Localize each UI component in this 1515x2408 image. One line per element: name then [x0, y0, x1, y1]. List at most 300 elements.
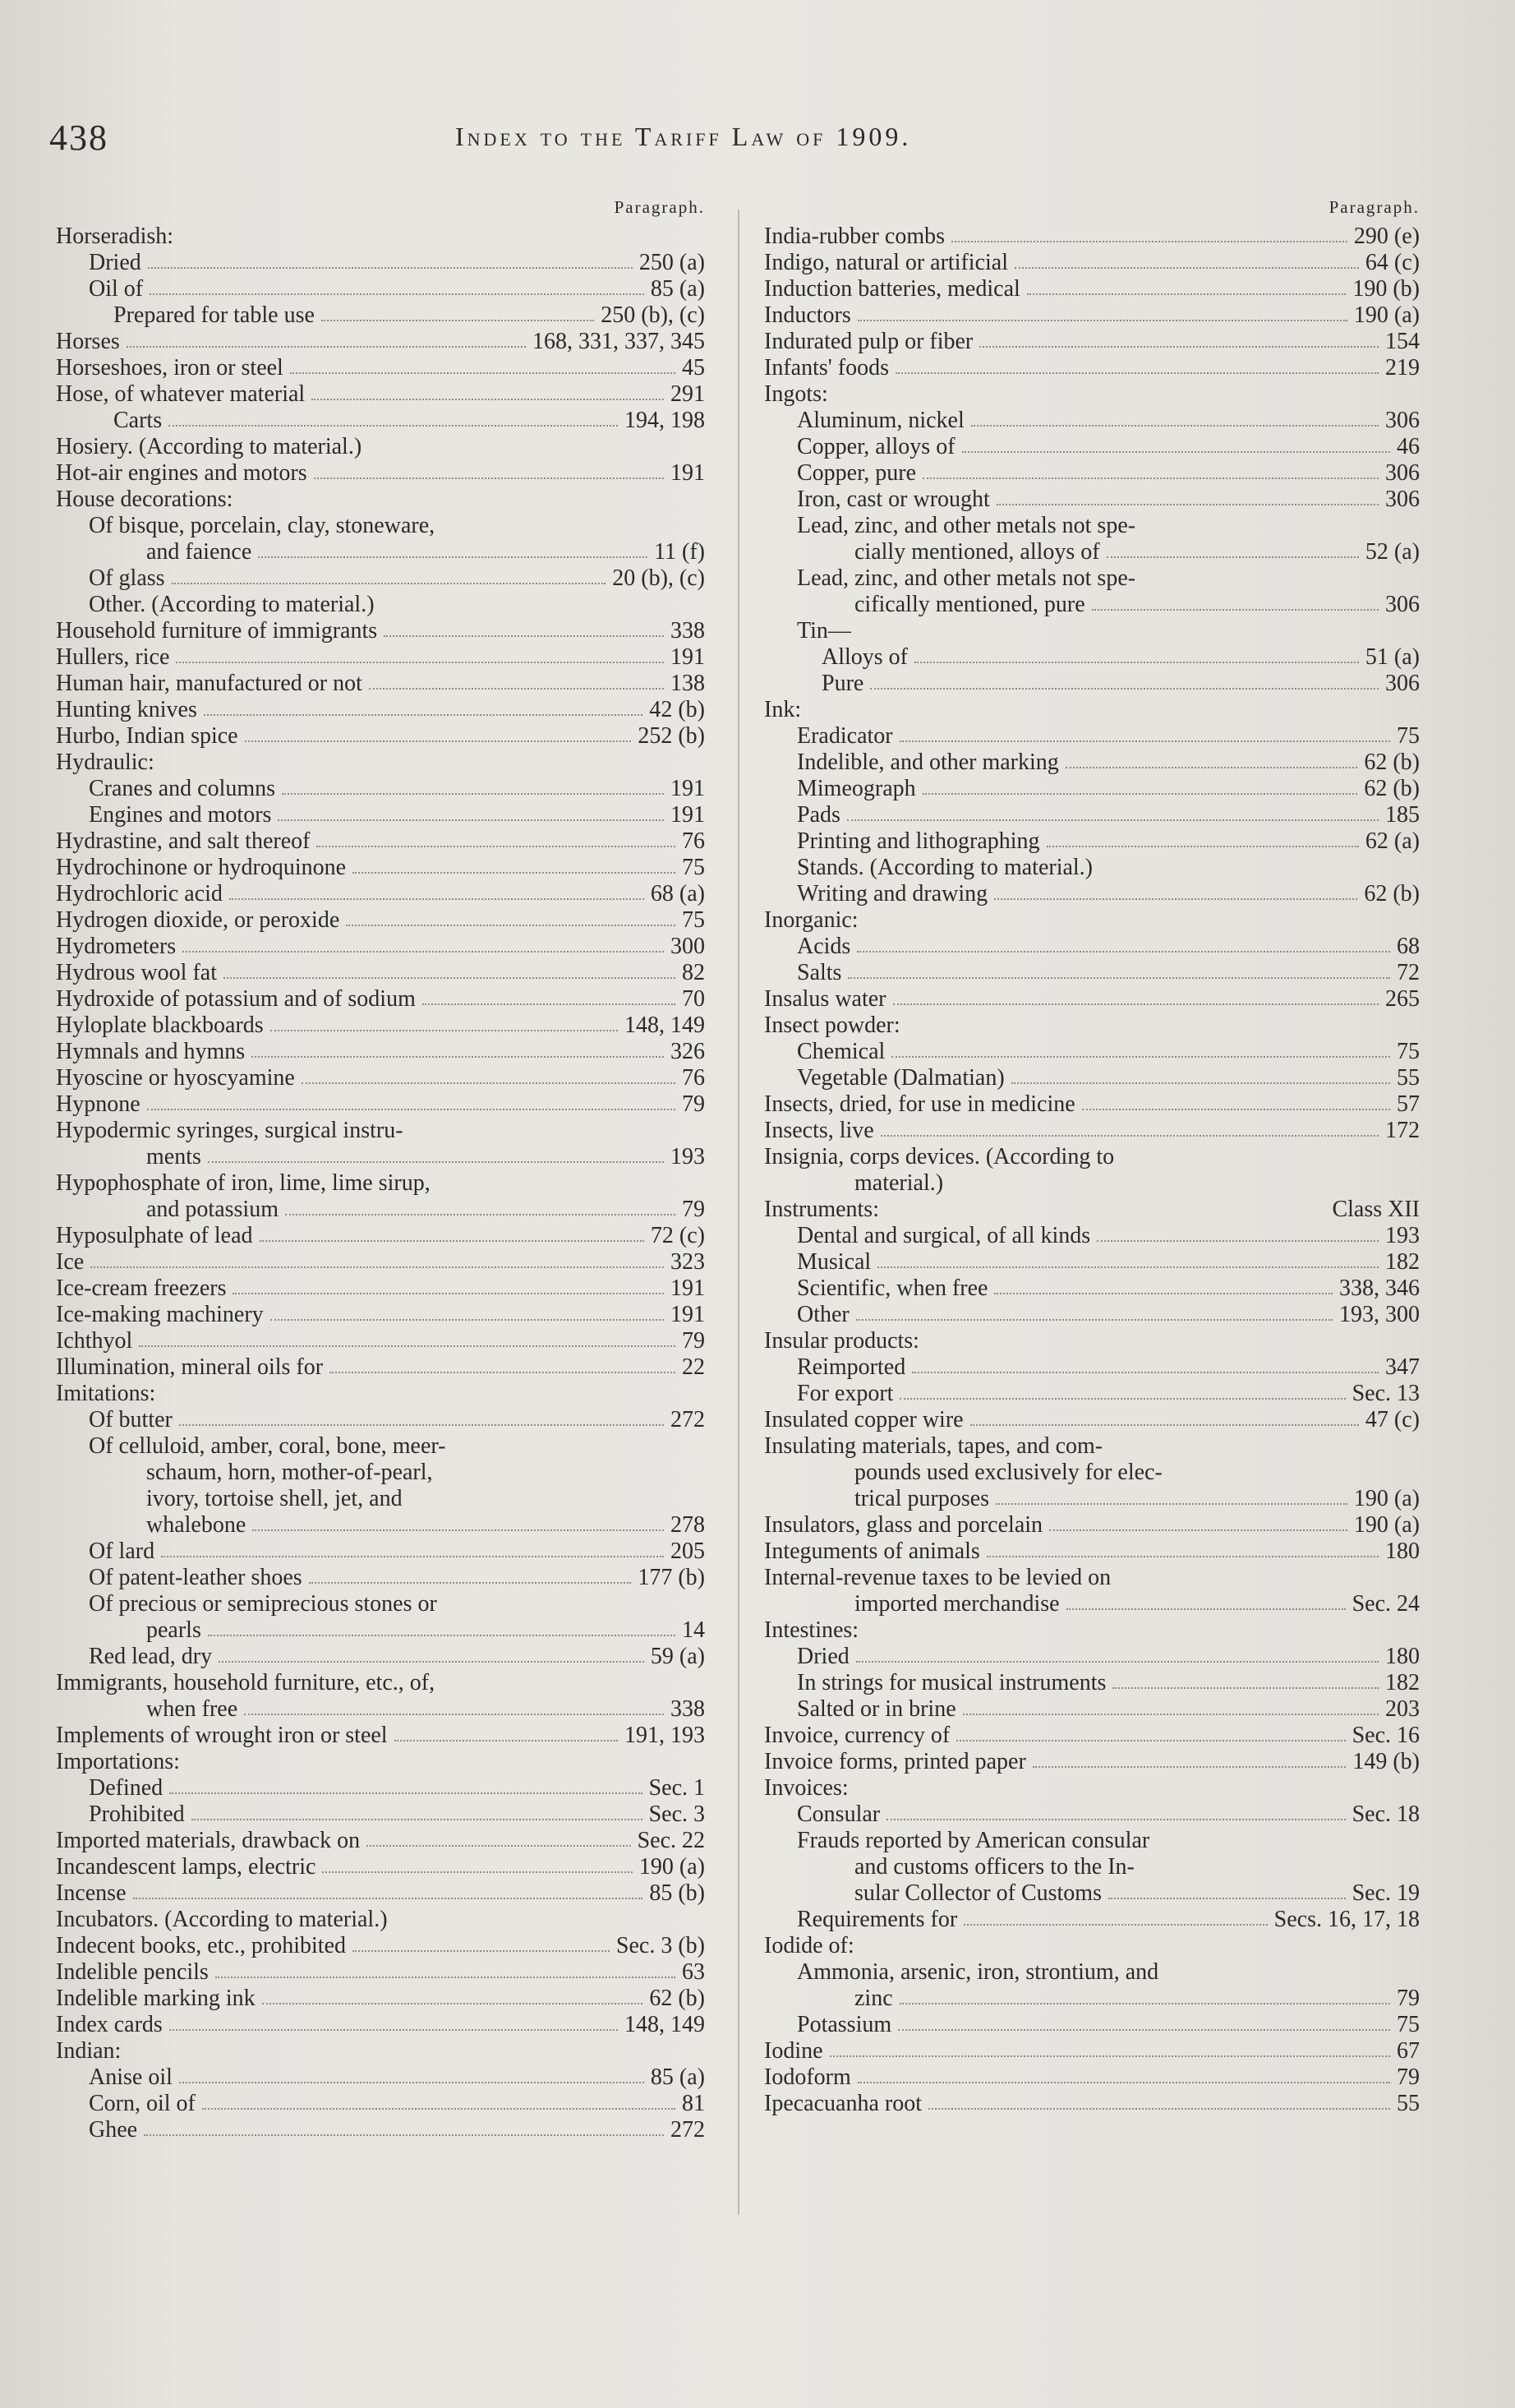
page-header — [49, 117, 1035, 166]
entry-term: sular Collector of Customs — [854, 1880, 1102, 1906]
dot-leader — [90, 1266, 664, 1268]
index-entry — [56, 329, 705, 355]
entry-reference: 190 (a) — [1353, 1512, 1420, 1538]
entry-term: Ink: — [764, 697, 802, 722]
index-heading — [56, 1118, 705, 1144]
entry-term: Hypnone — [56, 1091, 140, 1117]
entry-reference: 14 — [682, 1617, 705, 1643]
dot-leader — [223, 977, 675, 979]
entry-term: Hymnals and hymns — [56, 1039, 246, 1064]
entry-term: Hyposulphate of lead — [56, 1223, 253, 1248]
dot-leader — [321, 320, 594, 321]
entry-term: Indelible marking ink — [56, 1986, 256, 2011]
dot-leader — [208, 1161, 664, 1163]
entry-reference: 55 — [1397, 2091, 1420, 2116]
entry-term: Hydrastine, and salt thereof — [56, 828, 311, 854]
index-entry — [764, 828, 1420, 855]
entry-term: Horseradish: — [56, 224, 174, 249]
entry-term: zinc — [854, 1986, 893, 2011]
index-entry — [764, 408, 1420, 434]
entry-term: ivory, tortoise shell, jet, and — [146, 1486, 403, 1511]
index-entry — [764, 1249, 1420, 1276]
index-entry — [56, 1538, 705, 1565]
dot-leader — [1097, 1240, 1379, 1242]
index-heading — [56, 592, 705, 618]
entry-term: Hyoscine or hyoscyamine — [56, 1065, 295, 1091]
index-entry — [56, 2091, 705, 2117]
entry-term: cifically mentioned, pure — [854, 592, 1085, 617]
index-entry — [56, 1013, 705, 1039]
entry-term: Hurbo, Indian spice — [56, 723, 238, 749]
index-heading — [56, 1460, 705, 1486]
entry-reference: Sec. 22 — [637, 1828, 705, 1853]
entry-term: Iodoform — [764, 2064, 851, 2090]
dot-leader — [251, 1056, 664, 1058]
dot-leader — [1047, 846, 1359, 847]
index-entry — [764, 776, 1420, 802]
entry-reference: 22 — [682, 1354, 705, 1380]
dot-leader — [169, 2029, 618, 2031]
dot-leader — [923, 793, 1358, 795]
entry-reference: 191 — [670, 802, 705, 828]
entry-reference: 272 — [670, 2117, 705, 2143]
entry-term: Insulated copper wire — [764, 1407, 964, 1432]
entry-term: Insular products: — [764, 1328, 919, 1354]
entry-term: Ice-making machinery — [56, 1302, 264, 1327]
index-entry — [56, 1723, 705, 1749]
entry-reference: 191, 193 — [624, 1723, 705, 1748]
entry-reference: 62 (b) — [1364, 776, 1420, 801]
dot-leader — [891, 1056, 1390, 1058]
index-entry — [56, 1775, 705, 1801]
entry-reference: 68 (a) — [650, 881, 705, 906]
index-entry — [764, 487, 1420, 513]
dot-leader — [144, 2134, 664, 2136]
entry-term: Horseshoes, iron or steel — [56, 355, 283, 381]
entry-reference: 180 — [1385, 1644, 1420, 1669]
entry-reference: 193 — [1385, 1223, 1420, 1248]
index-entry — [56, 1354, 705, 1381]
entry-term: Importations: — [56, 1749, 180, 1774]
entry-term: Insects, live — [764, 1118, 874, 1143]
entry-reference: 252 (b) — [638, 723, 705, 749]
entry-reference: 306 — [1385, 460, 1420, 486]
index-entry — [56, 855, 705, 881]
index-heading — [764, 1170, 1420, 1197]
entry-term: Imported materials, drawback on — [56, 1828, 361, 1853]
dot-leader — [962, 451, 1390, 453]
dot-leader — [1011, 1082, 1390, 1084]
entry-reference: 59 (a) — [650, 1644, 705, 1669]
index-heading — [764, 1460, 1420, 1486]
dot-leader — [881, 1135, 1379, 1137]
entry-reference: 148, 149 — [624, 2012, 705, 2037]
entry-term: Hydrometers — [56, 934, 177, 959]
entry-reference: 190 (a) — [638, 1854, 705, 1880]
entry-reference: 194, 198 — [624, 408, 705, 433]
entry-term: Red lead, dry — [89, 1644, 213, 1669]
index-entry — [764, 881, 1420, 907]
dot-leader — [830, 2055, 1390, 2057]
entry-reference: 52 (a) — [1365, 539, 1420, 565]
entry-reference: 75 — [682, 907, 705, 933]
entry-reference: 85 (b) — [649, 1880, 705, 1906]
entry-reference: 55 — [1397, 1065, 1420, 1091]
dot-leader — [994, 898, 1357, 900]
entry-reference: 191 — [670, 1302, 705, 1327]
entry-reference: 62 (b) — [1364, 881, 1420, 906]
index-column-right — [764, 197, 1420, 2117]
dot-leader — [278, 819, 664, 821]
entry-term: Instruments: — [764, 1197, 879, 1222]
entry-reference: 323 — [670, 1249, 705, 1275]
index-entry — [56, 1617, 705, 1644]
entry-term: Of glass — [89, 565, 165, 591]
entry-term: Incubators. (According to material.) — [56, 1907, 388, 1932]
index-entry — [764, 934, 1420, 960]
index-entry — [764, 671, 1420, 697]
entry-term: Incandescent lamps, electric — [56, 1854, 316, 1880]
index-entry — [764, 960, 1420, 986]
index-entry — [764, 1091, 1420, 1118]
entry-term: Indecent books, etc., prohibited — [56, 1933, 347, 1958]
index-entry — [764, 1644, 1420, 1670]
entry-term: Hydrous wool fat — [56, 960, 217, 985]
index-entry — [764, 1723, 1420, 1749]
dot-leader — [316, 846, 675, 847]
entry-term: Indigo, natural or artificial — [764, 250, 1008, 275]
entry-reference: 81 — [682, 2091, 705, 2116]
index-heading — [764, 1854, 1420, 1880]
dot-leader — [928, 2108, 1390, 2110]
dot-leader — [270, 1030, 618, 1031]
index-entry — [764, 1354, 1420, 1381]
entry-reference: 306 — [1385, 592, 1420, 617]
index-entry — [56, 460, 705, 487]
entry-term: Internal-revenue taxes to be levied on — [764, 1565, 1112, 1590]
dot-leader — [1112, 1687, 1379, 1689]
entry-term: Scientific, when free — [797, 1276, 988, 1301]
entry-term: India-rubber combs — [764, 224, 946, 249]
dot-leader — [262, 2003, 643, 2004]
index-entry — [56, 1276, 705, 1302]
entry-term: Of lard — [89, 1538, 155, 1564]
index-entry — [56, 960, 705, 986]
entry-reference: 79 — [682, 1197, 705, 1222]
entry-term: Consular — [797, 1801, 881, 1827]
index-entry — [56, 565, 705, 592]
dot-leader — [311, 399, 664, 400]
index-entry — [764, 276, 1420, 302]
dot-leader — [893, 1003, 1379, 1005]
entry-term: Corn, oil of — [89, 2091, 196, 2116]
dot-leader — [139, 1345, 675, 1347]
dot-leader — [191, 1819, 642, 1820]
entry-term: ments — [146, 1144, 201, 1169]
entry-term: Requirements for — [797, 1907, 958, 1932]
entry-term: Carts — [113, 408, 163, 433]
entry-term: Incense — [56, 1880, 127, 1906]
entry-term: Iron, cast or wrought — [797, 487, 990, 512]
index-heading — [764, 565, 1420, 592]
entry-term: material.) — [854, 1170, 944, 1196]
index-heading — [56, 1749, 705, 1775]
dot-leader — [394, 1740, 618, 1741]
dot-leader — [900, 2003, 1390, 2004]
entry-term: Salted or in brine — [797, 1696, 956, 1722]
entry-term: Ichthyol — [56, 1328, 133, 1354]
dot-leader — [1082, 1109, 1390, 1110]
entry-term: and customs officers to the In- — [854, 1854, 1135, 1880]
entry-term: House decorations: — [56, 487, 233, 512]
entry-reference: Sec. 19 — [1352, 1880, 1420, 1906]
dot-leader — [302, 1082, 675, 1084]
entry-term: Indian: — [56, 2038, 122, 2064]
entry-term: Chemical — [797, 1039, 886, 1064]
index-entry — [56, 539, 705, 565]
entry-reference: 190 (a) — [1353, 1486, 1420, 1511]
entry-term: Copper, alloys of — [797, 434, 956, 459]
index-heading — [764, 1828, 1420, 1854]
dot-leader — [148, 267, 633, 269]
entry-term: Vegetable (Dalmatian) — [797, 1065, 1005, 1091]
entry-term: Stands. (According to material.) — [797, 855, 1094, 880]
index-entry — [56, 671, 705, 697]
index-entry — [56, 1065, 705, 1091]
index-entry — [764, 723, 1420, 750]
entry-reference: 190 (b) — [1352, 276, 1420, 302]
index-entry — [56, 1959, 705, 1986]
index-entry — [56, 1197, 705, 1223]
page-number: 438 — [49, 118, 108, 158]
index-entry — [56, 1644, 705, 1670]
index-entry — [764, 1696, 1420, 1723]
entry-term: Hyloplate blackboards — [56, 1013, 264, 1038]
dot-leader — [260, 1240, 644, 1242]
entry-reference: 265 — [1385, 986, 1420, 1012]
index-heading — [764, 1959, 1420, 1986]
dot-leader — [858, 2082, 1390, 2083]
entry-reference: Class XII — [1332, 1197, 1420, 1222]
index-heading — [56, 2038, 705, 2064]
entry-term: and potassium — [146, 1197, 279, 1222]
entry-term: imported merchandise — [854, 1591, 1060, 1617]
dot-leader — [127, 346, 526, 348]
entry-reference: 193 — [670, 1144, 705, 1169]
entry-term: pearls — [146, 1617, 201, 1643]
entry-term: and faience — [146, 539, 252, 565]
entry-term: Of celluloid, amber, coral, bone, meer- — [89, 1433, 446, 1459]
dot-leader — [322, 1871, 633, 1873]
index-entry — [56, 802, 705, 828]
entry-term: Cranes and columns — [89, 776, 276, 801]
dot-leader — [1066, 1608, 1346, 1610]
dot-leader — [179, 1424, 664, 1426]
entry-term: Infants' foods — [764, 355, 890, 381]
dot-leader — [245, 740, 632, 742]
dot-leader — [369, 688, 664, 690]
entry-term: Horses — [56, 329, 120, 354]
dot-leader — [994, 1293, 1333, 1294]
dot-leader — [1092, 609, 1379, 611]
dot-leader — [912, 1372, 1379, 1373]
dot-leader — [309, 1582, 632, 1584]
index-entry — [56, 776, 705, 802]
dot-leader — [219, 1661, 644, 1663]
entry-reference: 326 — [670, 1039, 705, 1064]
index-heading — [56, 1591, 705, 1617]
dot-leader — [172, 583, 606, 584]
index-heading — [56, 434, 705, 460]
index-entry — [56, 1249, 705, 1276]
index-heading — [56, 513, 705, 539]
index-entry — [764, 1197, 1420, 1223]
index-entry — [56, 2117, 705, 2143]
index-entry — [764, 1118, 1420, 1144]
entry-term: Integuments of animals — [764, 1538, 980, 1564]
index-entry — [764, 592, 1420, 618]
index-heading — [56, 224, 705, 250]
entry-reference: Sec. 24 — [1352, 1591, 1420, 1617]
entry-term: pounds used exclusively for elec- — [854, 1460, 1163, 1485]
entry-term: Ghee — [89, 2117, 138, 2143]
index-heading — [56, 1907, 705, 1933]
entry-term: Insulating materials, tapes, and com- — [764, 1433, 1103, 1459]
dot-leader — [346, 925, 675, 926]
index-entry — [56, 1696, 705, 1723]
dot-leader — [848, 977, 1390, 979]
entry-reference: 338, 346 — [1339, 1276, 1420, 1301]
entry-term: Ice — [56, 1249, 85, 1275]
dot-leader — [147, 1109, 675, 1110]
entry-reference: 182 — [1385, 1670, 1420, 1695]
entry-term: Printing and lithographing — [797, 828, 1040, 854]
dot-leader — [182, 951, 664, 953]
index-entry — [56, 276, 705, 302]
entry-reference: 62 (b) — [649, 1986, 705, 2011]
dot-leader — [168, 425, 618, 427]
entry-term: Insulators, glass and porcelain — [764, 1512, 1043, 1538]
dot-leader — [352, 872, 675, 874]
entry-reference: 148, 149 — [624, 1013, 705, 1038]
dot-leader — [270, 1319, 664, 1321]
entry-term: Invoice, currency of — [764, 1723, 951, 1748]
dot-leader — [1033, 1766, 1347, 1768]
entry-term: Aluminum, nickel — [797, 408, 965, 433]
entry-term: Insalus water — [764, 986, 886, 1012]
dot-leader — [923, 477, 1379, 479]
entry-reference: 75 — [682, 855, 705, 880]
index-entry — [56, 828, 705, 855]
index-entry — [764, 224, 1420, 250]
dot-leader — [914, 662, 1359, 663]
entry-reference: 272 — [670, 1407, 705, 1432]
entry-term: Acids — [797, 934, 851, 959]
entry-term: Eradicator — [797, 723, 893, 749]
dot-leader — [366, 1845, 630, 1847]
entry-reference: 68 — [1397, 934, 1420, 959]
entry-reference: 47 (c) — [1365, 1407, 1420, 1432]
index-entry — [56, 1302, 705, 1328]
entry-reference: 180 — [1385, 1538, 1420, 1564]
entry-reference: Sec. 3 (b) — [615, 1933, 705, 1958]
index-entry — [764, 1302, 1420, 1328]
entry-term: Of patent-leather shoes — [89, 1565, 302, 1590]
index-entry — [764, 1039, 1420, 1065]
index-entry — [56, 1039, 705, 1065]
dot-leader — [963, 1714, 1379, 1715]
entry-term: Insects, dried, for use in medicine — [764, 1091, 1075, 1117]
entry-term: Writing and drawing — [797, 881, 988, 906]
entry-term: Hydrochinone or hydroquinone — [56, 855, 347, 880]
entry-term: In strings for musical instruments — [797, 1670, 1107, 1695]
entry-term: Alloys of — [822, 644, 908, 670]
entry-term: Pads — [797, 802, 840, 828]
entry-term: Ammonia, arsenic, iron, strontium, and — [797, 1959, 1159, 1985]
dot-leader — [870, 688, 1379, 690]
index-heading — [764, 618, 1420, 644]
index-entry — [764, 539, 1420, 565]
dot-leader — [997, 504, 1379, 505]
index-heading — [764, 855, 1420, 881]
dot-leader — [329, 1372, 675, 1373]
entry-reference: 306 — [1385, 487, 1420, 512]
index-entry — [56, 381, 705, 408]
dot-leader — [229, 898, 644, 900]
entry-term: Hot-air engines and motors — [56, 460, 307, 486]
dot-leader — [1027, 293, 1347, 295]
index-entry — [764, 750, 1420, 776]
dot-leader — [1066, 767, 1358, 768]
index-entry — [764, 1749, 1420, 1775]
entry-reference: 72 — [1397, 960, 1420, 985]
dot-leader — [987, 1556, 1379, 1557]
dot-leader — [856, 1319, 1333, 1321]
index-heading — [56, 1433, 705, 1460]
entry-term: Lead, zinc, and other metals not spe- — [797, 513, 1136, 538]
index-entry — [56, 934, 705, 960]
entry-reference: 79 — [682, 1091, 705, 1117]
dot-leader — [176, 662, 664, 663]
entry-term: Frauds reported by American consular — [797, 1828, 1150, 1853]
entry-term: Engines and motors — [89, 802, 272, 828]
dot-leader — [956, 1740, 1345, 1741]
entry-reference: 347 — [1385, 1354, 1420, 1380]
dot-leader — [233, 1293, 664, 1294]
entry-reference: 75 — [1397, 2012, 1420, 2037]
dot-leader — [970, 1424, 1359, 1426]
entry-term: Insect powder: — [764, 1013, 900, 1038]
entry-reference: 291 — [670, 381, 705, 407]
entry-term: Of bisque, porcelain, clay, stoneware, — [89, 513, 435, 538]
entry-term: Intestines: — [764, 1617, 859, 1643]
index-heading — [764, 381, 1420, 408]
index-entry — [764, 329, 1420, 355]
index-entry — [56, 1565, 705, 1591]
dot-leader — [898, 2029, 1390, 2031]
entry-reference: 185 — [1385, 802, 1420, 828]
entry-reference: 338 — [670, 618, 705, 644]
dot-leader — [202, 2108, 675, 2110]
dot-leader — [179, 2082, 644, 2083]
index-entry — [56, 1880, 705, 1907]
entry-term: Hydrochloric acid — [56, 881, 223, 906]
dot-leader — [996, 1503, 1347, 1505]
index-entry — [764, 1276, 1420, 1302]
entry-reference: 79 — [1397, 1986, 1420, 2011]
dot-leader — [856, 1661, 1379, 1663]
index-heading — [764, 1617, 1420, 1644]
